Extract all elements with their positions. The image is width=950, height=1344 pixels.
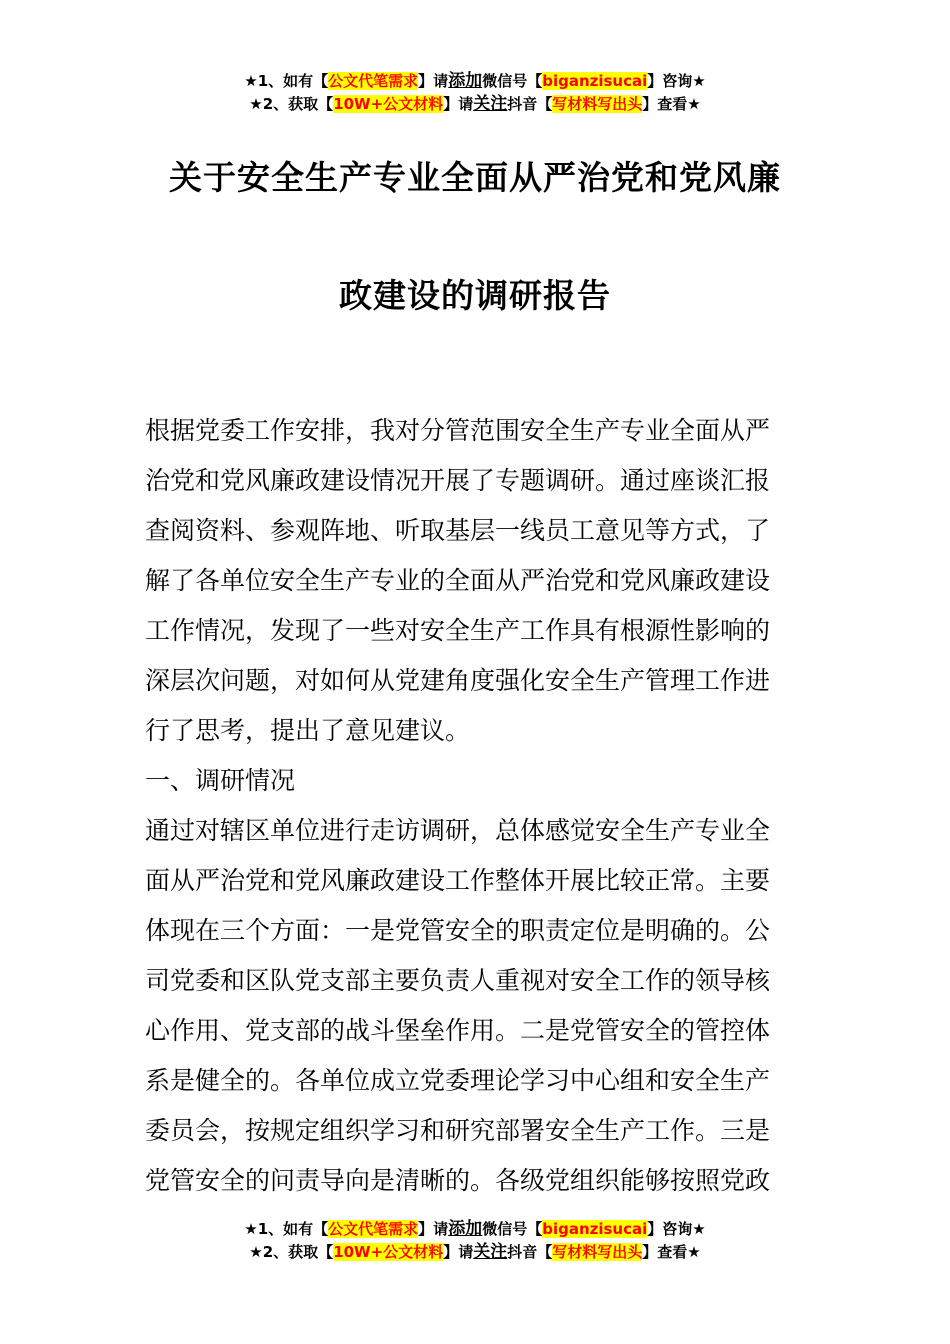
header-banner — [0, 70, 950, 116]
document-title-line-2: 政建设的调研报告 — [339, 276, 611, 315]
banner-text: ★1、如有【 — [244, 72, 329, 90]
banner-wechat-id: biganzisucai — [542, 1220, 648, 1238]
body-line: 工作情况，发现了一些对安全生产工作具有根源性影响的 — [145, 616, 771, 645]
banner-text: 】请 — [443, 1243, 474, 1261]
document-body — [145, 406, 810, 1206]
banner-highlight: 公文代笔需求 — [328, 1220, 419, 1238]
body-line: 查阅资料、参观阵地、听取基层一线员工意见等方式，了 — [145, 516, 771, 545]
banner-text: 】请 — [443, 95, 474, 113]
body-line: 根据党委工作安排，我对分管范围安全生产专业全面从严 — [145, 416, 771, 445]
banner-text: 】请 — [418, 1220, 449, 1238]
banner-text: 微信号【 — [482, 1220, 543, 1238]
banner-line-1 — [0, 70, 950, 93]
banner-emphasis: 添加 — [448, 71, 483, 91]
body-line: 深层次问题，对如何从党建角度强化安全生产管理工作进 — [145, 666, 771, 695]
banner-text: 抖音【 — [507, 1243, 553, 1261]
banner-emphasis: 关注 — [473, 94, 508, 114]
banner-line-2 — [0, 93, 950, 116]
banner-text: ★2、获取【 — [249, 1243, 334, 1261]
banner-text: 】查看★ — [642, 1243, 701, 1261]
banner-emphasis: 关注 — [473, 1242, 508, 1262]
banner-wechat-id: biganzisucai — [542, 72, 648, 90]
banner-highlight: 公文代笔需求 — [328, 72, 419, 90]
body-line: 心作用、党支部的战斗堡垒作用。二是党管安全的管控体 — [145, 1016, 771, 1045]
body-line: 司党委和区队党支部主要负责人重视对安全工作的领导核 — [145, 966, 771, 995]
body-line: 党管安全的问责导向是清晰的。各级党组织能够按照党政 — [145, 1166, 771, 1195]
banner-emphasis: 添加 — [448, 1219, 483, 1239]
banner-text: 】咨询★ — [647, 1220, 706, 1238]
banner-text: ★1、如有【 — [244, 1220, 329, 1238]
section-heading: 一、调研情况 — [145, 766, 296, 795]
banner-text: ★2、获取【 — [249, 95, 334, 113]
banner-text: 】请 — [418, 72, 449, 90]
banner-text: 抖音【 — [507, 95, 553, 113]
body-line: 面从严治党和党风廉政建设工作整体开展比较正常。主要 — [145, 866, 771, 895]
banner-text: 微信号【 — [482, 72, 543, 90]
banner-highlight: 10W+公文材料 — [333, 1243, 444, 1261]
banner-line-1 — [0, 1218, 950, 1241]
banner-line-2 — [0, 1241, 950, 1264]
body-line: 解了各单位安全生产专业的全面从严治党和党风廉政建设 — [145, 566, 771, 595]
footer-banner — [0, 1218, 950, 1264]
body-line: 体现在三个方面：一是党管安全的职责定位是明确的。公 — [145, 916, 771, 945]
body-line: 治党和党风廉政建设情况开展了专题调研。通过座谈汇报 — [145, 466, 771, 495]
body-line: 行了思考，提出了意见建议。 — [145, 716, 471, 745]
banner-douyin-id: 写材料写出头 — [552, 1243, 643, 1261]
banner-highlight: 10W+公文材料 — [333, 95, 444, 113]
banner-text: 】查看★ — [642, 95, 701, 113]
banner-text: 】咨询★ — [647, 72, 706, 90]
body-line: 系是健全的。各单位成立党委理论学习中心组和安全生产 — [145, 1066, 771, 1095]
body-line: 通过对辖区单位进行走访调研，总体感觉安全生产专业全 — [145, 816, 771, 845]
banner-douyin-id: 写材料写出头 — [552, 95, 643, 113]
body-line: 委员会，按规定组织学习和研究部署安全生产工作。三是 — [145, 1116, 771, 1145]
document-title-line-1: 关于安全生产专业全面从严治党和党风廉 — [169, 158, 781, 197]
